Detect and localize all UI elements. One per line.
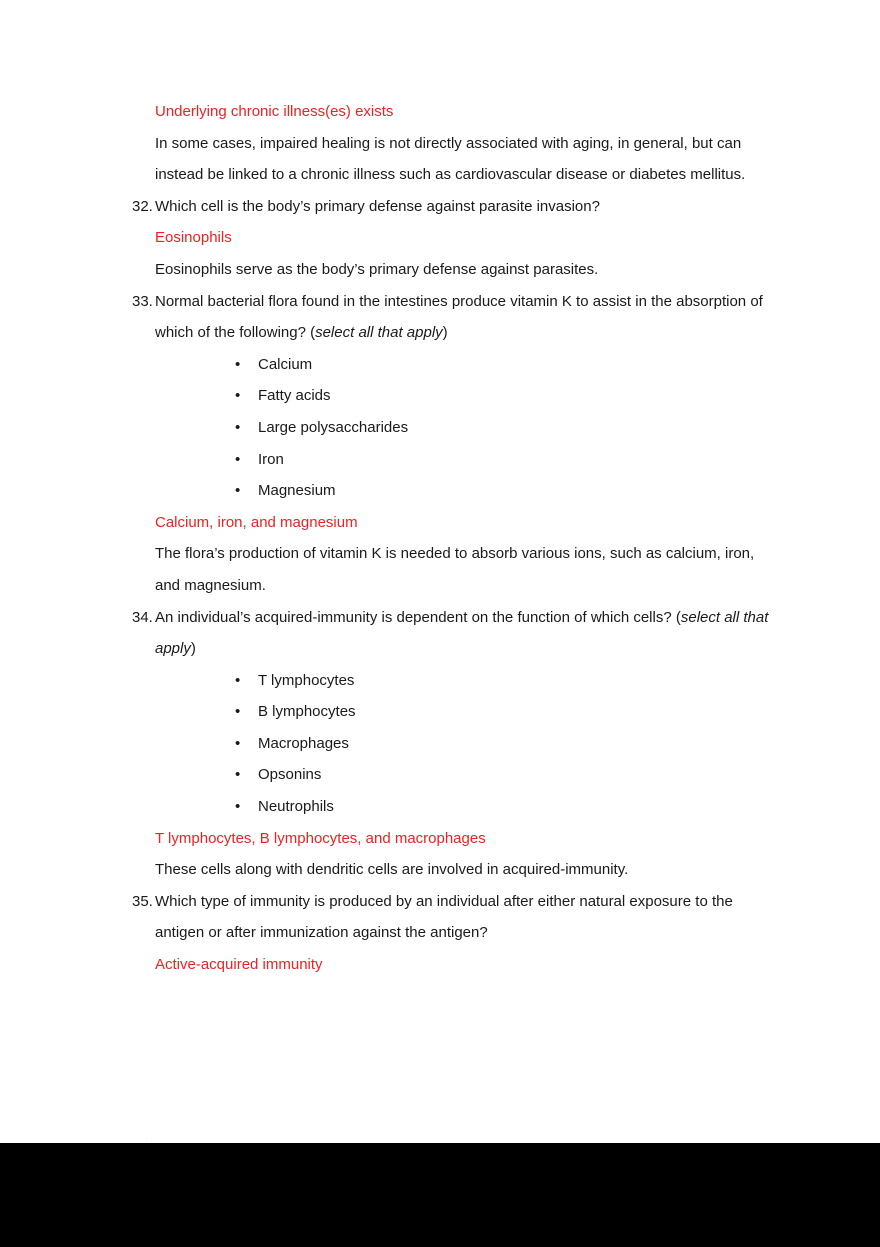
bullet-icon: • [235,798,241,816]
question-text-tail: ) [442,324,448,342]
option-label: Large polysaccharides [258,418,409,436]
option-label: Calcium [258,355,313,373]
question-number: 32. [132,197,153,215]
option-item[interactable] [132,475,778,507]
question-item [132,191,778,223]
option-item[interactable] [132,696,778,728]
answer-line: Eosinophils [155,229,232,247]
question-text: An individual’s acquired-immunity is dependent on the function of which cells? ( [155,608,681,626]
option-item[interactable] [132,380,778,412]
option-label: Fatty acids [258,387,331,405]
question-number: 33. [132,292,153,310]
document-body [132,96,778,981]
option-item[interactable] [132,444,778,476]
bullet-icon: • [235,482,241,500]
option-item[interactable] [132,412,778,444]
question-text-tail: ) [190,640,196,658]
question-item [132,602,778,665]
question-number: 34. [132,608,153,626]
answer-line: Underlying chronic illness(es) exists [155,103,394,120]
bullet-icon: • [235,766,241,784]
answer-line: T lymphocytes, B lymphocytes, and macrophages [155,829,486,847]
option-label: Iron [258,450,284,468]
explanation-paragraph: These cells along with dendritic cells are involved in acquired-immunity. [155,861,629,879]
bullet-icon: • [235,703,241,721]
bullet-icon: • [235,450,241,468]
option-item[interactable] [132,665,778,697]
bullet-icon: • [235,355,241,373]
question-text: Which cell is the body’s primary defense against parasite invasion? [155,197,600,215]
option-item[interactable] [132,791,778,823]
explanation-paragraph: The flora’s production of vitamin K is needed to absorb various ions, such as calcium, iron, and magnesium. [155,545,755,594]
option-label: Opsonins [258,766,322,784]
answer-line: Calcium, iron, and magnesium [155,513,358,531]
question-italic-note: all that apply [155,608,769,658]
option-item[interactable] [132,349,778,381]
answer-line: Active-acquired immunity [155,956,323,974]
option-item[interactable] [132,759,778,791]
question-text: Normal bacterial flora found in the intestines produce vitamin K to assist in the absorption of which of the following? ( [155,292,763,342]
option-label: B lymphocytes [258,703,356,721]
option-label: Macrophages [258,734,349,752]
question-item [132,286,778,349]
option-label: Magnesium [258,482,336,500]
explanation-paragraph: In some cases, impaired healing is not directly associated with aging, in general, but can instead be linked to a chronic illness such as cardiovascular disease or diabetes mellitus. [155,134,746,184]
option-list [132,665,778,823]
bullet-icon: • [235,418,241,436]
bullet-icon: • [235,734,241,752]
bullet-icon: • [235,387,241,405]
option-list [132,349,778,507]
option-label: Neutrophils [258,798,334,816]
option-item[interactable] [132,728,778,760]
bottom-black-band [0,1143,880,1247]
question-italic-note: select all that apply [315,324,443,342]
bullet-icon: • [235,671,241,689]
explanation-paragraph: Eosinophils serve as the body’s primary defense against parasites. [155,260,599,278]
question-number: 35. [132,892,153,910]
question-italic-lead: select [680,608,721,626]
option-label: T lymphocytes [258,671,355,689]
question-text: Which type of immunity is produced by an individual after either natural exposure to the antigen or after immunization against the antigen? [155,892,733,942]
question-item [132,886,778,949]
